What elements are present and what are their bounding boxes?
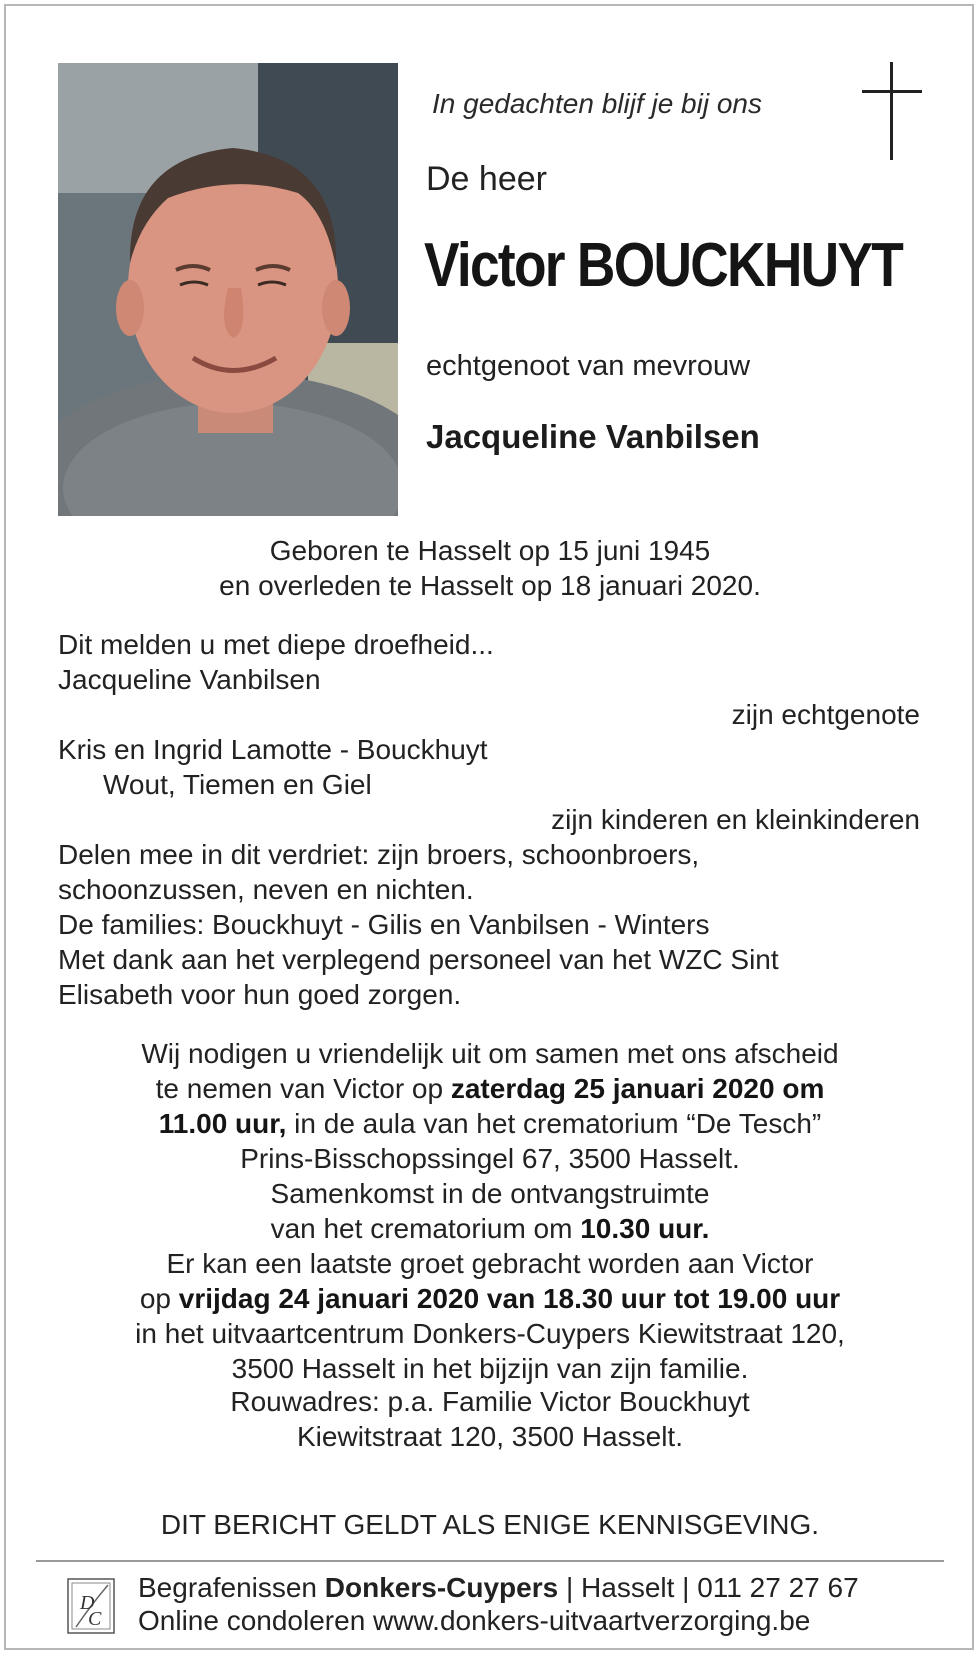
ceremony-line-7: Er kan een laatste groet gebracht worden aan Victor: [166, 1248, 814, 1279]
family-grandchildren: Wout, Tiemen en Giel: [103, 769, 372, 800]
funeral-home-footer: [138, 1571, 859, 1637]
ceremony-line-9: in het uitvaartcentrum Donkers-Cuypers Kiewitstraat 120,: [135, 1318, 845, 1349]
cross-icon: [862, 62, 922, 160]
salutation: De heer: [426, 160, 547, 198]
family-families: De families: Bouckhuyt - Gilis en Vanbilsen - Winters: [58, 909, 710, 940]
footer-prefix: Begrafenissen: [138, 1572, 325, 1603]
ceremony-venue: in de aula van het crematorium “De Tesch”: [286, 1108, 822, 1139]
family-thanks-1: Met dank aan het verplegend personeel van het WZC Sint: [58, 944, 779, 975]
family-relatives-2: schoonzussen, neven en nichten.: [58, 874, 474, 905]
spouse-label: echtgenoot van mevrouw: [426, 350, 751, 382]
mourning-address: [0, 1384, 980, 1454]
ceremony-info: [0, 1036, 980, 1386]
svg-text:C: C: [88, 1608, 102, 1630]
ceremony-line-8: [0, 1281, 980, 1316]
birth-line: Geboren te Hasselt op 15 juni 1945: [269, 535, 711, 566]
family-thanks-2: Elisabeth voor hun goed zorgen.: [58, 979, 462, 1010]
ceremony-line-3: [0, 1106, 980, 1141]
deceased-name: Victor BOUCKHUYT: [424, 231, 903, 300]
ceremony-line-10: 3500 Hasselt in het bijzijn van zijn familie.: [231, 1353, 749, 1384]
motto: In gedachten blijf je bij ons: [432, 88, 762, 119]
gathering-time: 10.30 uur.: [580, 1213, 710, 1244]
portrait-photo: [58, 63, 398, 516]
footer-line-1: [138, 1571, 859, 1604]
ceremony-time: 11.00 uur,: [158, 1108, 287, 1139]
ceremony-date: zaterdag 25 januari 2020 om: [450, 1073, 825, 1104]
footer-divider: [36, 1560, 944, 1562]
address-line-2: Kiewitstraat 120, 3500 Hasselt.: [297, 1421, 683, 1452]
ceremony-line-1: Wij nodigen u vriendelijk uit om samen met ons afscheid: [141, 1038, 839, 1069]
birth-death-info: [0, 533, 980, 603]
footer-contact: | Hasselt | 011 27 27 67: [558, 1572, 859, 1603]
gathering-text: van het crematorium om: [270, 1213, 581, 1244]
death-line: en overleden te Hasselt op 18 januari 2020.: [219, 570, 761, 601]
ceremony-line-4: Prins-Bisschopssingel 67, 3500 Hasselt.: [240, 1143, 740, 1174]
family-announcement: [58, 627, 920, 1012]
family-relatives-1: Delen mee in dit verdriet: zijn broers, schoonbroers,: [58, 839, 700, 870]
address-line-1: Rouwadres: p.a. Familie Victor Bouckhuyt: [230, 1386, 750, 1417]
notice: DIT BERICHT GELDT ALS ENIGE KENNISGEVING.: [160, 1509, 820, 1540]
donkers-cuypers-logo: [66, 1575, 118, 1637]
ceremony-line-6: [0, 1211, 980, 1246]
ceremony-line-2: [0, 1071, 980, 1106]
ceremony-line-5: Samenkomst in de ontvangstruimte: [270, 1178, 710, 1209]
svg-text:D: D: [80, 1592, 95, 1614]
funeral-home-name: Donkers-Cuypers: [324, 1572, 559, 1603]
family-intro: Dit melden u met diepe droefheid...: [58, 629, 494, 660]
ceremony-text: te nemen van Victor op: [155, 1073, 451, 1104]
footer-line-2: Online condoleren www.donkers-uitvaartverzorging.be: [138, 1605, 811, 1636]
family-spouse: Jacqueline Vanbilsen: [58, 664, 321, 695]
spouse-name: Jacqueline Vanbilsen: [426, 418, 760, 455]
family-children-role: zijn kinderen en kleinkinderen: [551, 804, 920, 835]
family-children: Kris en Ingrid Lamotte - Bouckhuyt: [58, 734, 488, 765]
family-spouse-role: zijn echtgenote: [731, 699, 920, 730]
farewell-text: op: [139, 1283, 179, 1314]
farewell-date: vrijdag 24 januari 2020 van 18.30 uur tot 19.00 uur: [178, 1283, 841, 1314]
